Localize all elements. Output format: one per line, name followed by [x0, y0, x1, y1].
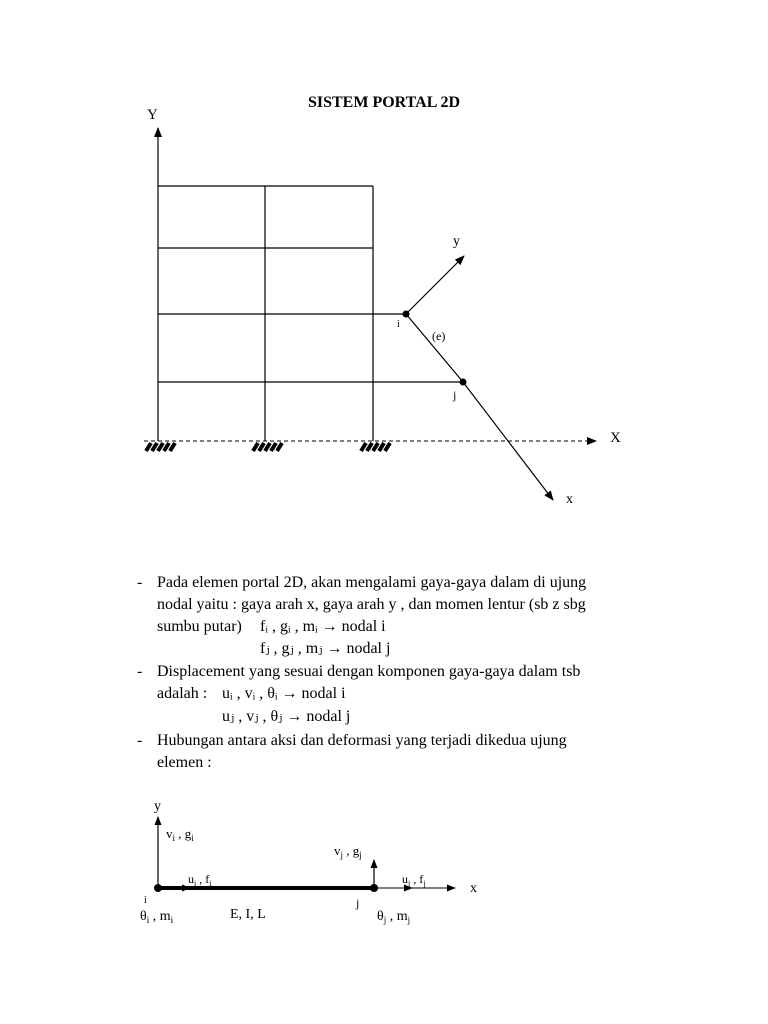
- vi-gi-label: $v_i$ , $g_i$: [166, 826, 194, 843]
- bullet-marker: -: [137, 732, 143, 749]
- fixed-support: [253, 443, 282, 451]
- displacements-node-j: [222, 706, 350, 728]
- global-y-label: Y: [147, 107, 158, 123]
- local-x-label: x: [566, 492, 573, 507]
- displacements-node-i: [222, 683, 346, 705]
- nodal-i-label: nodal i: [341, 618, 386, 635]
- element-properties: E, I, L: [230, 907, 266, 922]
- node-j: [370, 884, 378, 892]
- bullet-1-line-1: Pada elemen portal 2D, akan mengalami gaya-gaya dalam di ujung: [157, 574, 587, 591]
- node-i-label: i: [144, 895, 147, 906]
- bullet-3-line-1: Hubungan antara aksi dan deformasi yang terjadi dikedua ujung: [157, 732, 567, 749]
- local-y-axis: [406, 256, 464, 314]
- nodal-i-label: nodal i: [301, 685, 346, 702]
- node-i: [403, 311, 410, 318]
- forces-node-i: [260, 616, 386, 638]
- bullet-1-line-2: nodal yaitu : gaya arah x, gaya arah y , dan momen lentur (sb z sbg: [157, 596, 586, 613]
- nodal-j-label: nodal j: [346, 640, 391, 657]
- fixed-support: [146, 443, 175, 451]
- fixed-support: [361, 443, 390, 451]
- local-x-label: x: [470, 881, 477, 896]
- disp-j-values: uⱼ , vⱼ , θⱼ: [222, 708, 283, 725]
- element-e-member: [406, 314, 463, 382]
- node-i-label: i: [397, 319, 400, 330]
- element-dof-diagram: [0, 790, 768, 970]
- node-j-label: j: [356, 896, 360, 910]
- arrow-symbol: →: [286, 708, 303, 725]
- global-x-label: X: [610, 430, 621, 446]
- bullet-2-line-1: Displacement yang sesuai dengan komponen gaya-gaya dalam tsb: [157, 663, 581, 680]
- arrow-symbol: →: [321, 618, 338, 635]
- bullet-3-line-2: elemen :: [157, 754, 212, 771]
- element-label: (e): [432, 329, 446, 343]
- local-y-label: y: [154, 799, 161, 814]
- arrow-symbol: →: [281, 685, 298, 702]
- uj-fj-label: $u_j$ , $f_j$: [402, 872, 426, 888]
- page-title: SISTEM PORTAL 2D: [307, 94, 461, 111]
- forces-node-j: [260, 638, 390, 660]
- forces-i-values: fᵢ , gᵢ , mᵢ: [260, 618, 318, 635]
- node-j: [460, 379, 467, 386]
- bullet-1-line-3: sumbu putar): [157, 618, 242, 635]
- theta-i-mi-label: $\theta_i$ , $m_i$: [140, 909, 174, 925]
- node-j-label: j: [453, 388, 457, 402]
- bullet-marker: -: [137, 574, 143, 591]
- vj-gj-label: $v_j$ , $g_j$: [334, 843, 362, 860]
- forces-j-values: fⱼ , gⱼ , mⱼ: [260, 640, 323, 657]
- arrow-symbol: →: [326, 640, 343, 657]
- bullet-marker: -: [137, 663, 143, 680]
- ui-fi-label: $u_i$ , $f_i$: [188, 872, 212, 888]
- theta-j-mj-label: $\theta_j$ , $m_j$: [377, 909, 411, 925]
- bullet-2-line-2: adalah :: [157, 685, 208, 702]
- disp-i-values: uᵢ , vᵢ , θᵢ: [222, 685, 278, 702]
- frame-structure: [158, 186, 463, 441]
- local-y-label: y: [453, 234, 460, 249]
- node-i: [154, 884, 162, 892]
- nodal-j-label: nodal j: [306, 708, 351, 725]
